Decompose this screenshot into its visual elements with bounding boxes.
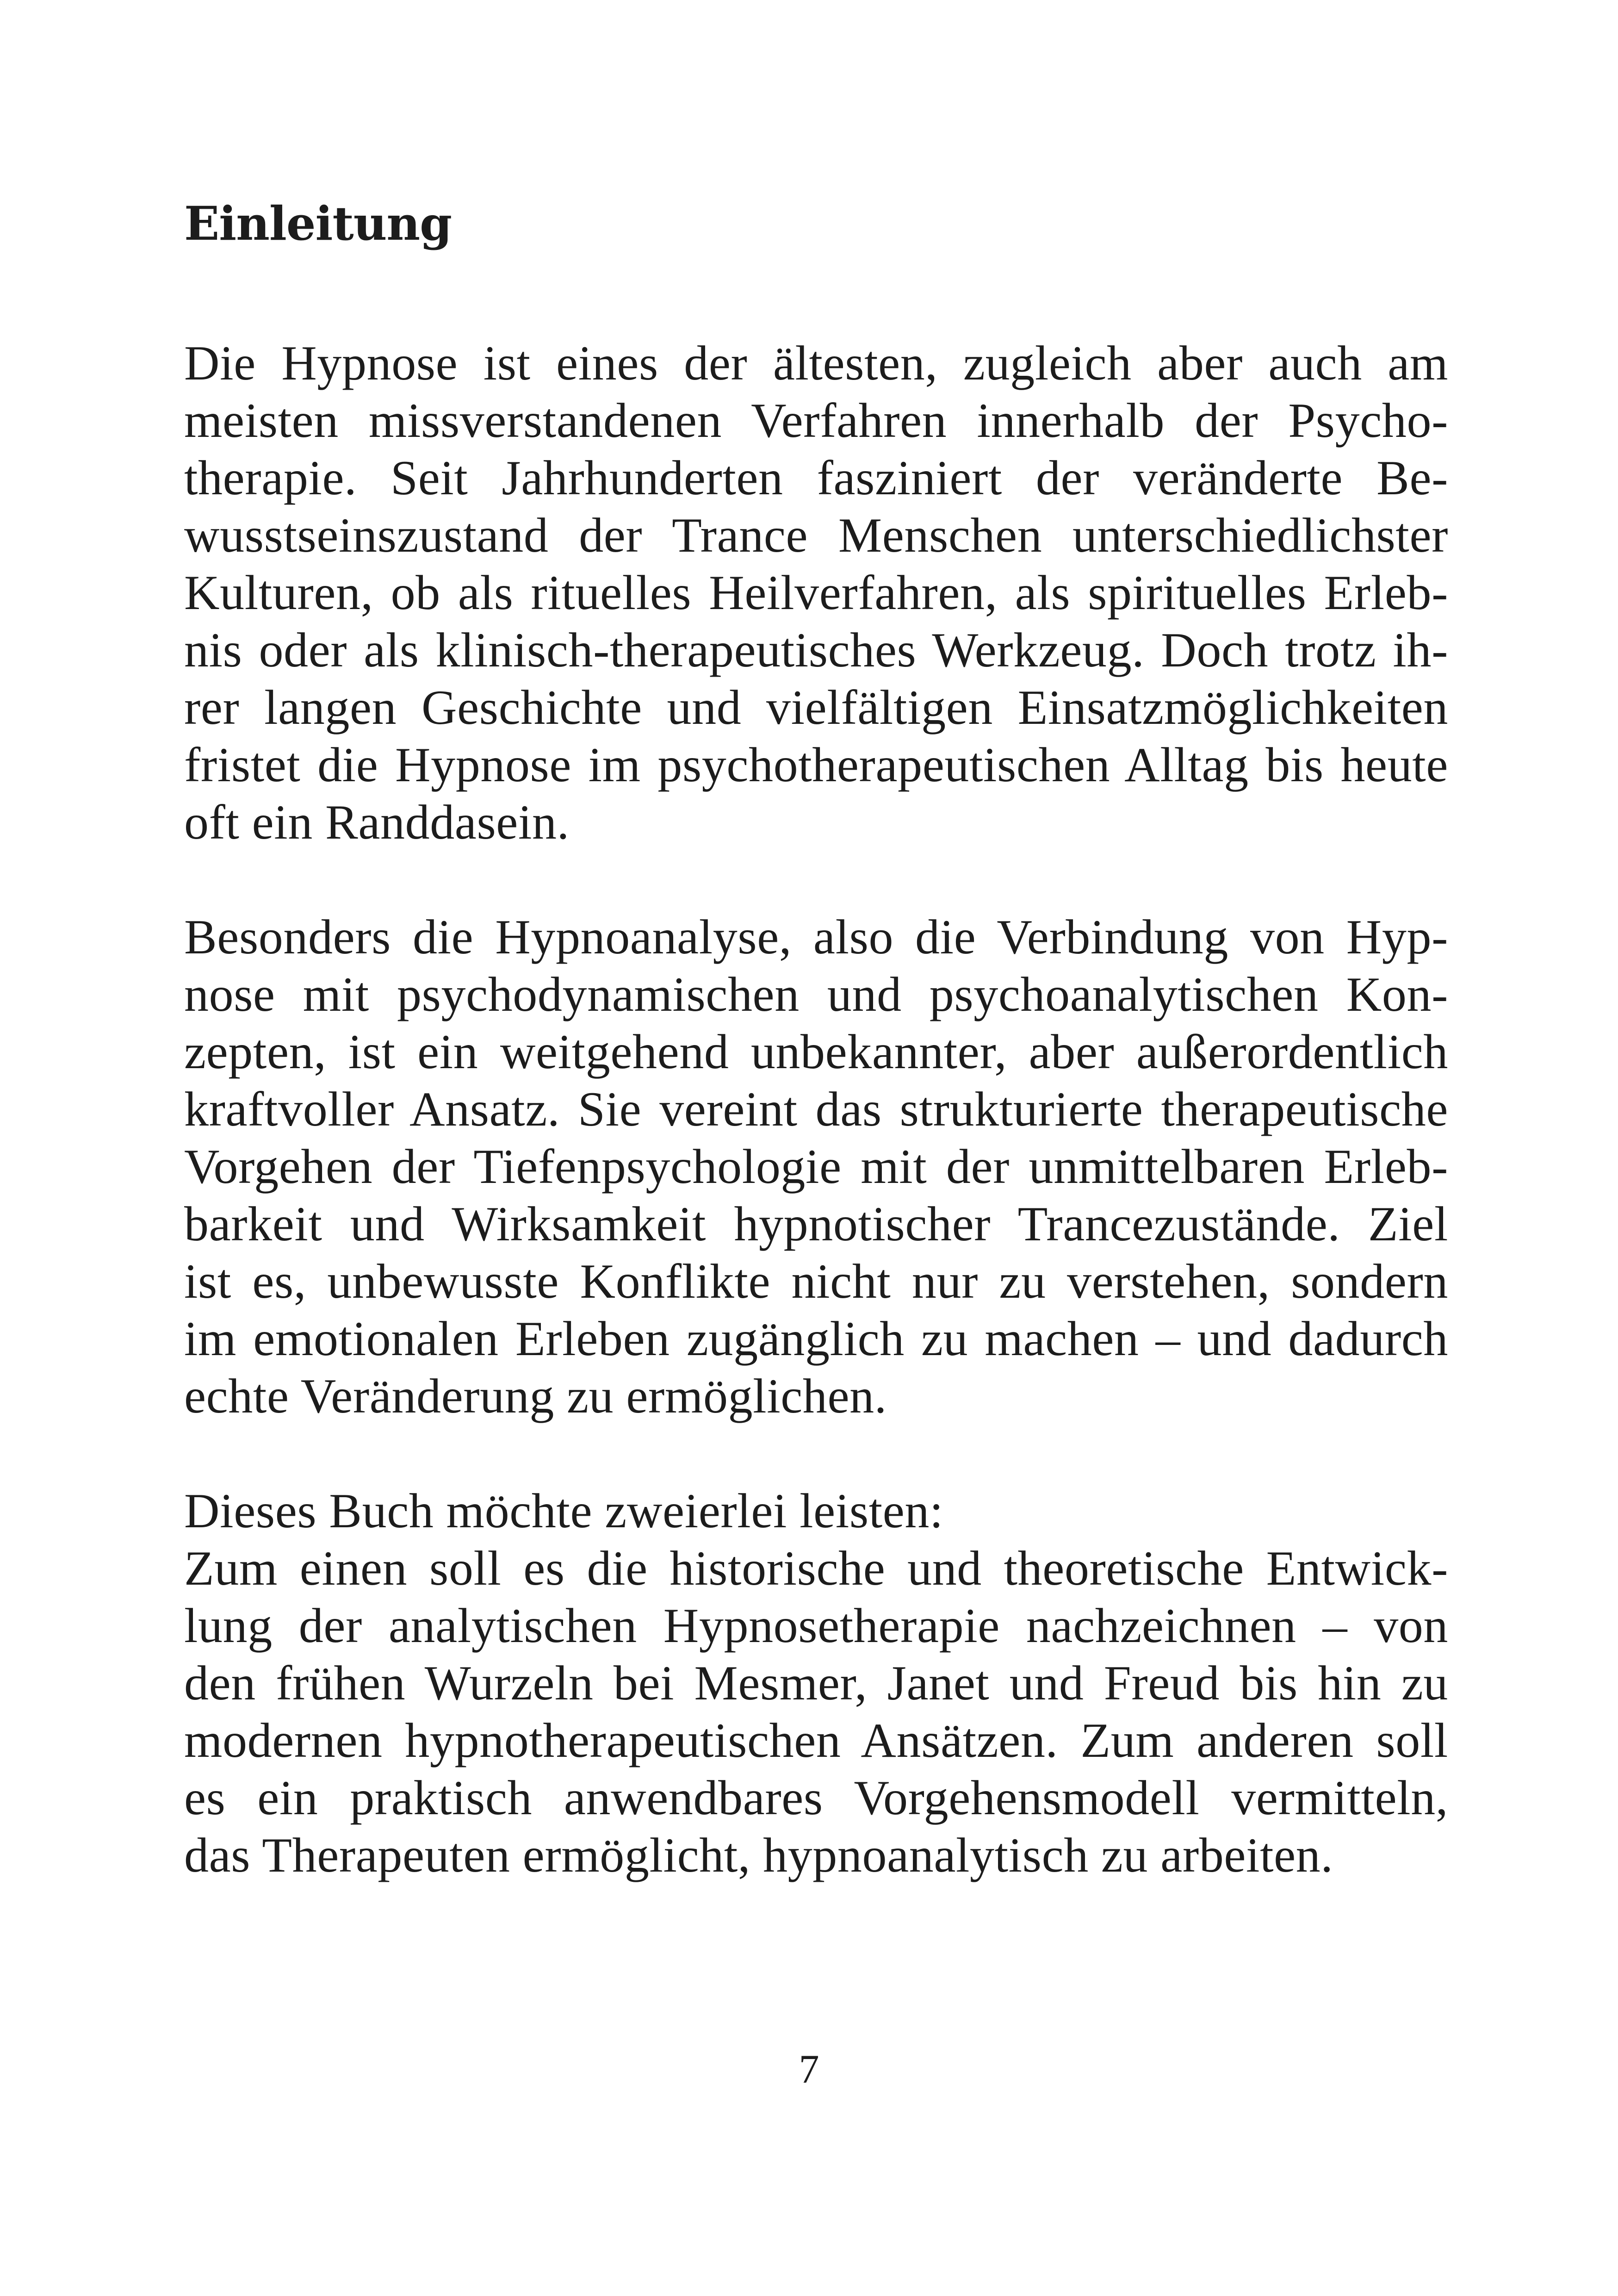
text-line: Vorgehen der Tiefenpsychologie mit der unmittelbaren Erleb- <box>184 1139 1448 1194</box>
text-line: barkeit und Wirksamkeit hypnotischer Trancezustände. Ziel <box>184 1197 1448 1251</box>
text-line: Dieses Buch möchte zweierlei leisten: <box>184 1484 944 1538</box>
text-line: das Therapeuten ermöglicht, hypnoanalytisch zu arbeiten. <box>184 1828 1333 1882</box>
text-line: echte Veränderung zu ermöglichen. <box>184 1369 887 1423</box>
text-line: wusstseinszustand der Trance Menschen unterschiedlichster <box>184 508 1448 562</box>
text-line: kraftvoller Ansatz. Sie vereint das strukturierte therapeutische <box>184 1082 1448 1136</box>
page-number: 7 <box>799 2047 819 2092</box>
text-line: fristet die Hypnose im psychotherapeutischen Alltag bis heute <box>184 738 1448 792</box>
text-line: Besonders die Hypnoanalyse, also die Verbindung von Hyp- <box>184 910 1448 964</box>
text-line: nis oder als klinisch-therapeutisches Werkzeug. Doch trotz ih- <box>184 623 1448 677</box>
chapter-heading: Einleitung <box>184 196 452 251</box>
text-line: oft ein Randdasein. <box>184 795 570 849</box>
text-line: es ein praktisch anwendbares Vorgehensmodell vermitteln, <box>184 1771 1448 1825</box>
text-line: Die Hypnose ist eines der ältesten, zugleich aber auch am <box>184 336 1448 390</box>
text-line: den frühen Wurzeln bei Mesmer, Janet und Freud bis hin zu <box>184 1656 1448 1710</box>
text-line: meisten missverstandenen Verfahren innerhalb der Psycho- <box>184 393 1448 448</box>
text-line: Kulturen, ob als rituelles Heilverfahren, als spirituelles Erleb- <box>184 566 1448 620</box>
text-line: im emotionalen Erleben zugänglich zu machen – und dadurch <box>184 1312 1448 1366</box>
text-line: lung der analytischen Hypnosetherapie nachzeichnen – von <box>184 1599 1448 1653</box>
text-line: therapie. Seit Jahrhunderten fasziniert der veränderte Be- <box>184 451 1448 505</box>
text-line: rer langen Geschichte und vielfältigen Einsatzmöglichkeiten <box>184 680 1448 734</box>
text-line: nose mit psychodynamischen und psychoanalytischen Kon- <box>184 967 1448 1021</box>
text-line: Zum einen soll es die historische und theoretische Entwick- <box>184 1541 1448 1595</box>
text-line: zepten, ist ein weitgehend unbekannter, aber außerordentlich <box>184 1025 1448 1079</box>
text-line: ist es, unbewusste Konflikte nicht nur zu verstehen, sondern <box>184 1254 1448 1308</box>
text-line: modernen hypnotherapeutischen Ansätzen. Zum anderen soll <box>184 1713 1448 1767</box>
